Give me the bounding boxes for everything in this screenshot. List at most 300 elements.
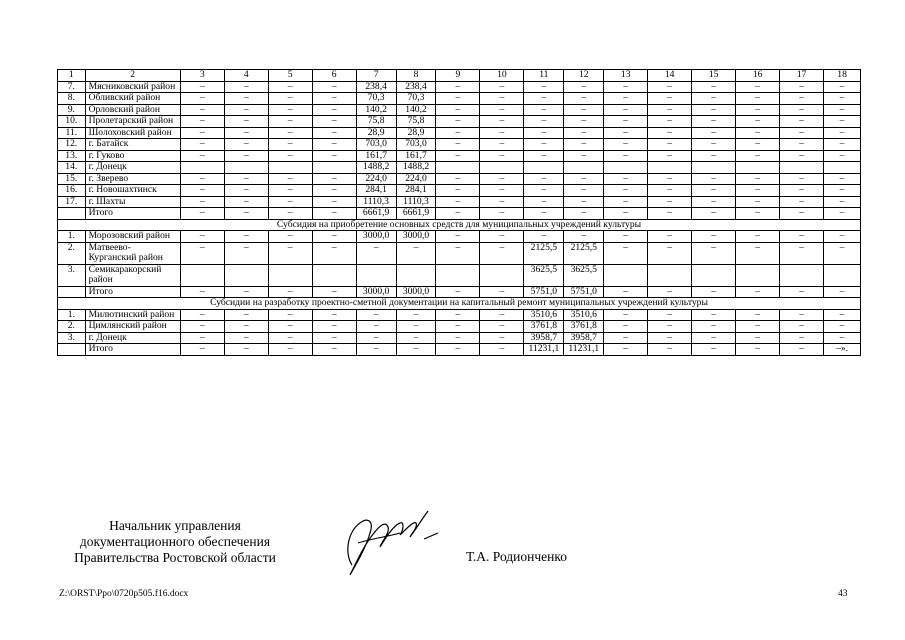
table-row (58, 173, 861, 185)
municipality-name: г. Шахты (85, 196, 180, 208)
table-row (58, 242, 861, 264)
table-cell: – (180, 242, 224, 264)
page-number: 43 (838, 589, 848, 599)
table-cell: – (604, 286, 648, 298)
table-cell: – (604, 208, 648, 220)
table-cell: – (268, 104, 312, 116)
table-cell: – (396, 309, 436, 321)
table-cell: – (312, 196, 356, 208)
table-cell: – (692, 116, 736, 128)
table-row (58, 116, 861, 128)
table-cell: – (480, 116, 524, 128)
table-cell: – (480, 104, 524, 116)
table-cell (824, 162, 861, 174)
table-cell: – (180, 231, 224, 243)
table-cell: – (396, 321, 436, 333)
table-cell: – (436, 139, 480, 151)
table-cell: – (524, 150, 564, 162)
table-cell: – (736, 332, 780, 344)
table-cell: – (480, 286, 524, 298)
table-cell: – (312, 309, 356, 321)
table-cell: – (480, 344, 524, 356)
row-number: 2. (58, 242, 86, 264)
table-cell: – (692, 196, 736, 208)
table-cell: 2125,5 (524, 242, 564, 264)
table-cell: – (436, 150, 480, 162)
table-cell: – (780, 81, 824, 93)
table-cell: – (524, 104, 564, 116)
municipality-name: Семикаракорский район (85, 264, 180, 286)
table-cell: – (396, 242, 436, 264)
table-cell: – (180, 173, 224, 185)
table-cell: – (224, 309, 268, 321)
row-number: 8. (58, 93, 86, 105)
table-cell: – (692, 321, 736, 333)
total-row (58, 208, 861, 220)
table-cell: 140,2 (356, 104, 396, 116)
table-cell: – (268, 208, 312, 220)
table-cell: – (692, 309, 736, 321)
table-cell: – (180, 150, 224, 162)
municipality-name: Мясниковский район (85, 81, 180, 93)
table-cell: – (356, 344, 396, 356)
table-cell: – (224, 185, 268, 197)
table-cell: – (604, 344, 648, 356)
total-label: Итого (85, 208, 180, 220)
signatory-title-line: Правительства Ростовской области (74, 550, 276, 565)
table-cell (436, 162, 480, 174)
table-cell: – (436, 116, 480, 128)
table-row (58, 332, 861, 344)
table-cell: – (524, 139, 564, 151)
table-cell: – (736, 139, 780, 151)
table-cell: – (648, 321, 692, 333)
table-cell: 1488,2 (356, 162, 396, 174)
table-cell: – (604, 231, 648, 243)
table-cell: – (604, 93, 648, 105)
table-cell: – (692, 332, 736, 344)
table-row (58, 309, 861, 321)
total-label: Итого (85, 344, 180, 356)
table-cell: – (312, 81, 356, 93)
table-cell: – (480, 231, 524, 243)
table-row (58, 321, 861, 333)
header-cell: 18 (824, 70, 861, 82)
table-cell: – (564, 127, 604, 139)
table-row (58, 127, 861, 139)
table-cell: 284,1 (356, 185, 396, 197)
row-number: 9. (58, 104, 86, 116)
table-cell (736, 162, 780, 174)
table-row (58, 81, 861, 93)
table-cell (480, 162, 524, 174)
table-cell: – (180, 116, 224, 128)
table-cell: 224,0 (356, 173, 396, 185)
table-cell: – (524, 208, 564, 220)
municipality-name: Шолоховский район (85, 127, 180, 139)
municipality-name: Орловский район (85, 104, 180, 116)
table-cell: – (180, 127, 224, 139)
table-cell: – (268, 286, 312, 298)
header-cell: 5 (268, 70, 312, 82)
header-cell: 9 (436, 70, 480, 82)
table-cell (312, 162, 356, 174)
table-cell: – (180, 286, 224, 298)
table-cell: – (736, 150, 780, 162)
table-cell: – (648, 104, 692, 116)
table-cell: – (780, 116, 824, 128)
table-row (58, 231, 861, 243)
table-cell: – (312, 139, 356, 151)
table-cell: – (180, 332, 224, 344)
table-cell: – (604, 150, 648, 162)
table-cell: – (268, 139, 312, 151)
table-cell: – (180, 185, 224, 197)
table-cell (736, 264, 780, 286)
row-number: 2. (58, 321, 86, 333)
table-cell: – (524, 127, 564, 139)
table-cell: – (480, 185, 524, 197)
table-cell: – (824, 104, 861, 116)
table-cell: – (824, 309, 861, 321)
table-cell (564, 162, 604, 174)
table-cell: – (224, 127, 268, 139)
table-cell: 5751,0 (564, 286, 604, 298)
table-cell: – (648, 185, 692, 197)
table-cell: – (604, 104, 648, 116)
table-row (58, 264, 861, 286)
table-cell: – (824, 150, 861, 162)
table-cell: – (436, 93, 480, 105)
table-row (58, 185, 861, 197)
table-cell: – (312, 208, 356, 220)
table-row (58, 150, 861, 162)
section-row (58, 219, 861, 231)
table-cell: 11231,1 (524, 344, 564, 356)
table-cell: – (268, 332, 312, 344)
table-cell: 3761,8 (524, 321, 564, 333)
table-cell: – (648, 116, 692, 128)
table-cell: – (824, 286, 861, 298)
table-cell: 161,7 (356, 150, 396, 162)
table-cell: – (564, 231, 604, 243)
table-cell: – (564, 150, 604, 162)
table-cell: – (480, 127, 524, 139)
table-cell: – (224, 150, 268, 162)
table-cell: – (224, 332, 268, 344)
table-cell: – (524, 196, 564, 208)
table-cell: 3000,0 (356, 231, 396, 243)
table-cell: – (564, 208, 604, 220)
table-cell: – (736, 242, 780, 264)
table-cell: 75,8 (396, 116, 436, 128)
table-cell: – (604, 309, 648, 321)
table-cell: – (312, 286, 356, 298)
table-cell: – (224, 173, 268, 185)
table-cell: – (736, 231, 780, 243)
table-cell: – (604, 127, 648, 139)
table-cell: – (824, 139, 861, 151)
table-cell: – (780, 286, 824, 298)
table-cell: 238,4 (356, 81, 396, 93)
table-cell (692, 264, 736, 286)
total-label: Итого (85, 286, 180, 298)
table-cell (780, 162, 824, 174)
table-cell: – (356, 332, 396, 344)
table-cell: – (524, 81, 564, 93)
table-cell: – (736, 208, 780, 220)
row-number: 3. (58, 332, 86, 344)
table-cell: – (480, 81, 524, 93)
table-cell (180, 162, 224, 174)
table-cell (356, 264, 396, 286)
table-cell: – (524, 116, 564, 128)
table-cell: – (312, 93, 356, 105)
table-cell: 284,1 (396, 185, 436, 197)
section-title: Субсидия на приобретение основных средств для муниципальных учреждений культуры (58, 219, 861, 231)
table-cell: 238,4 (396, 81, 436, 93)
table-cell: – (312, 116, 356, 128)
table-cell (268, 264, 312, 286)
table-cell (780, 264, 824, 286)
row-number: 16. (58, 185, 86, 197)
table-cell: – (224, 231, 268, 243)
table-cell (524, 162, 564, 174)
table-cell (604, 264, 648, 286)
municipality-name: Обливский район (85, 93, 180, 105)
table-cell (436, 264, 480, 286)
signatory-title (60, 518, 290, 566)
table-cell: – (736, 196, 780, 208)
header-cell: 4 (224, 70, 268, 82)
table-cell: – (648, 127, 692, 139)
table-row (58, 162, 861, 174)
table-cell: 703,0 (356, 139, 396, 151)
table-cell: – (436, 173, 480, 185)
table-cell: – (564, 104, 604, 116)
table-cell: – (692, 208, 736, 220)
table-cell: – (312, 332, 356, 344)
table-row (58, 93, 861, 105)
table-cell: – (180, 321, 224, 333)
municipality-name: г. Батайск (85, 139, 180, 151)
table-cell: 3000,0 (356, 286, 396, 298)
header-cell: 14 (648, 70, 692, 82)
table-cell: – (564, 81, 604, 93)
table-cell: – (480, 208, 524, 220)
table-cell: – (780, 139, 824, 151)
table-cell: – (436, 185, 480, 197)
table-cell (824, 264, 861, 286)
table-cell: – (780, 208, 824, 220)
header-cell: 7 (356, 70, 396, 82)
row-number: 13. (58, 150, 86, 162)
table-cell: – (824, 81, 861, 93)
municipality-name: г. Донецк (85, 332, 180, 344)
table-cell: 3000,0 (396, 231, 436, 243)
table-cell: – (780, 321, 824, 333)
table-cell: – (824, 321, 861, 333)
table-cell: – (480, 93, 524, 105)
table-cell: – (564, 139, 604, 151)
header-cell: 17 (780, 70, 824, 82)
table-row (58, 196, 861, 208)
table-cell: – (736, 116, 780, 128)
table-cell: – (524, 173, 564, 185)
table-cell: – (824, 332, 861, 344)
table-cell: – (312, 242, 356, 264)
table-cell: – (312, 127, 356, 139)
section-row (58, 298, 861, 310)
table-cell: – (824, 231, 861, 243)
table-cell: – (648, 150, 692, 162)
table-cell: – (824, 93, 861, 105)
header-cell: 15 (692, 70, 736, 82)
table-cell: – (692, 344, 736, 356)
municipality-name: г. Зверево (85, 173, 180, 185)
table-cell: – (436, 332, 480, 344)
table-cell: – (268, 81, 312, 93)
table-cell: 3761,8 (564, 321, 604, 333)
table-cell: – (268, 196, 312, 208)
table-cell: – (396, 332, 436, 344)
table-cell: – (524, 231, 564, 243)
handwritten-signature (330, 503, 445, 583)
table-cell: – (180, 139, 224, 151)
table-cell: – (436, 231, 480, 243)
table-cell: – (224, 286, 268, 298)
table-cell: – (436, 104, 480, 116)
table-cell (312, 264, 356, 286)
table-cell: – (436, 196, 480, 208)
municipality-name: г. Гуково (85, 150, 180, 162)
table-cell: – (268, 231, 312, 243)
table-cell: – (180, 104, 224, 116)
table-cell: – (224, 116, 268, 128)
table-cell: – (780, 231, 824, 243)
section-title: Субсидии на разработку проектно-сметной документации на капитальный ремонт муниципальных учреждений культуры (58, 298, 861, 310)
table-cell: – (268, 309, 312, 321)
row-number: 15. (58, 173, 86, 185)
table-cell: – (692, 286, 736, 298)
table-header-row (58, 70, 861, 82)
municipality-name: Морозовский район (85, 231, 180, 243)
table-cell: – (312, 231, 356, 243)
table-cell: – (180, 196, 224, 208)
row-number: 1. (58, 231, 86, 243)
row-number: 11. (58, 127, 86, 139)
table-cell: 5751,0 (524, 286, 564, 298)
table-cell: 1110,3 (396, 196, 436, 208)
table-cell (224, 264, 268, 286)
signatory-title-line: Начальник управления (109, 518, 241, 533)
table-cell: – (736, 93, 780, 105)
table-cell: – (436, 242, 480, 264)
table-cell: 75,8 (356, 116, 396, 128)
table-cell: 2125,5 (564, 242, 604, 264)
table-cell: – (312, 185, 356, 197)
signatory-title-line: документационного обеспечения (79, 534, 271, 549)
table-cell (180, 264, 224, 286)
table-cell (58, 286, 86, 298)
table-cell: – (436, 286, 480, 298)
table-cell: – (604, 116, 648, 128)
table-cell: – (648, 231, 692, 243)
table-cell: – (604, 332, 648, 344)
table-cell: 224,0 (396, 173, 436, 185)
table-cell: – (604, 81, 648, 93)
table-cell: 3625,5 (564, 264, 604, 286)
table-cell: – (736, 104, 780, 116)
table-cell: – (736, 321, 780, 333)
table-cell: – (648, 139, 692, 151)
table-cell: – (480, 332, 524, 344)
table-cell: – (736, 127, 780, 139)
table-cell (480, 264, 524, 286)
table-cell: – (648, 242, 692, 264)
table-cell: 28,9 (356, 127, 396, 139)
header-cell: 10 (480, 70, 524, 82)
municipality-name: г. Донецк (85, 162, 180, 174)
table-cell: – (268, 116, 312, 128)
table-row (58, 139, 861, 151)
municipality-name: г. Новошахтинск (85, 185, 180, 197)
table-cell: – (648, 344, 692, 356)
table-cell: – (692, 150, 736, 162)
table-cell: – (180, 93, 224, 105)
table-cell: – (692, 139, 736, 151)
municipality-name: Матвеево-Курганский район (85, 242, 180, 264)
table-cell: – (692, 93, 736, 105)
table-cell: – (312, 321, 356, 333)
table-cell: – (564, 196, 604, 208)
table-cell: – (180, 208, 224, 220)
table-cell: – (356, 309, 396, 321)
file-path: Z:\ORST\Ppo\0720p505.f16.docx (59, 589, 189, 599)
row-number: 1. (58, 309, 86, 321)
municipality-name: Цимлянский район (85, 321, 180, 333)
table-cell: 3958,7 (564, 332, 604, 344)
table-cell: – (780, 309, 824, 321)
table-cell: – (780, 173, 824, 185)
table-cell: – (436, 127, 480, 139)
table-cell (604, 162, 648, 174)
table-cell: – (648, 286, 692, 298)
table-cell: 11231,1 (564, 344, 604, 356)
table-cell: – (780, 196, 824, 208)
table-cell: – (480, 196, 524, 208)
table-cell: – (780, 150, 824, 162)
table-cell: – (736, 185, 780, 197)
table-cell: – (692, 127, 736, 139)
total-row (58, 286, 861, 298)
table-cell: – (480, 150, 524, 162)
table-cell: – (268, 93, 312, 105)
municipality-name: Милютинский район (85, 309, 180, 321)
table-cell: – (780, 242, 824, 264)
table-cell: – (648, 309, 692, 321)
table-cell: 3510,6 (564, 309, 604, 321)
row-number: 12. (58, 139, 86, 151)
table-cell: – (648, 173, 692, 185)
table-cell: – (356, 242, 396, 264)
table-cell: – (312, 344, 356, 356)
table-cell: – (780, 104, 824, 116)
table-cell: – (436, 309, 480, 321)
header-cell: 12 (564, 70, 604, 82)
table-cell: –». (824, 344, 861, 356)
table-cell: – (824, 242, 861, 264)
